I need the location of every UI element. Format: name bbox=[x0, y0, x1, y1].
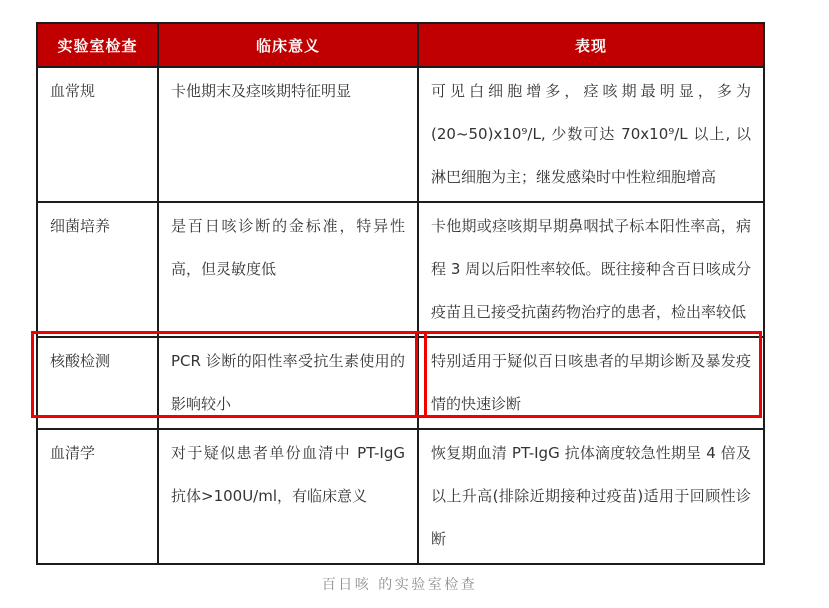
table-row-blood-routine bbox=[37, 67, 764, 202]
cell-test-name: 核酸检测 bbox=[37, 337, 158, 429]
cell-manifestation: 特别适用于疑似百日咳患者的早期诊断及暴发疫情的快速诊断 bbox=[418, 337, 764, 429]
table-caption: 百日咳 的实验室检查 bbox=[321, 577, 478, 593]
cell-test-name: 血清学 bbox=[37, 429, 158, 564]
cell-test-name: 血常规 bbox=[37, 67, 158, 202]
cell-significance: 对于疑似患者单份血清中 PT-IgG 抗体>100U/ml，有临床意义 bbox=[158, 429, 418, 564]
cell-test-name: 细菌培养 bbox=[37, 202, 158, 337]
lab-test-table bbox=[36, 22, 765, 565]
cell-manifestation: 可见白细胞增多，痉咳期最明显，多为 (20~50)x10⁹/L, 少数可达 70x10⁹/L 以上, 以淋巴细胞为主；继发感染时中性粒细胞增高 bbox=[418, 67, 764, 202]
table-row-nucleic-acid-test bbox=[37, 337, 764, 429]
cell-significance: PCR 诊断的阳性率受抗生素使用的影响较小 bbox=[158, 337, 418, 429]
cell-significance: 是百日咳诊断的金标准，特异性高，但灵敏度低 bbox=[158, 202, 418, 337]
cell-significance: 卡他期末及痉咳期特征明显 bbox=[158, 67, 418, 202]
header-cell-clinical-significance: 临床意义 bbox=[158, 23, 418, 67]
table-row-serology bbox=[37, 429, 764, 564]
header-cell-lab-test: 实验室检查 bbox=[37, 23, 158, 67]
cell-manifestation: 卡他期或痉咳期早期鼻咽拭子标本阳性率高，病程 3 周以后阳性率较低。既往接种含百日咳成分疫苗且已接受抗菌药物治疗的患者，检出率较低 bbox=[418, 202, 764, 337]
cell-manifestation: 恢复期血清 PT-IgG 抗体滴度较急性期呈 4 倍及以上升高(排除近期接种过疫苗)适用于回顾性诊断 bbox=[418, 429, 764, 564]
table-row-bacterial-culture bbox=[37, 202, 764, 337]
table-header-row bbox=[37, 23, 764, 67]
header-cell-manifestation: 表现 bbox=[418, 23, 764, 67]
